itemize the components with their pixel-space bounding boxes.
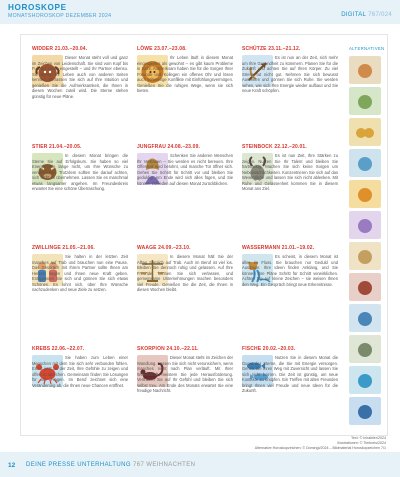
sign-text: Dieser Monat steht im Zeichen der Wandlung. Lassen Sie sich nicht verunsichern, wenn manches nicht nach Plan verläuft. Mit Ihrer Willenskraft meistern Sie jede Herausforderung. Vertrauen Sie auf Ihr Gefühl und bleiben Sie sich selbst treu. Am Ende des Monats erwartet Sie eine freudige Nachricht. [137, 355, 233, 394]
sign-title: FISCHE 20.02.–20.03. [242, 346, 296, 352]
image-credits [186, 436, 386, 451]
alt-pisces-icon [349, 397, 381, 425]
footer-code: 767 WEIHNACHTEN [132, 462, 196, 468]
page-number: 12 [8, 462, 16, 469]
sign-text: In diesem Monat hält Sie der Alltag ziemlich auf Trab. Auch im Beruf ist viel los. Bleiben Sie dennoch ruhig und gelassen. Auf Ihre Freunde können Sie sich verlassen, und gemeinsame Unternehmungen machen besonders viel Freude. Genießen Sie die Zeit, die Ihnen in diesen Wochen bleibt. [137, 254, 233, 293]
sign-taurus [32, 144, 128, 236]
sign-title: KREBS 22.06.–22.07. [32, 346, 85, 352]
page-title: HOROSKOPE [8, 3, 67, 12]
credit-line: Text: © Inhabiler/2024 [350, 436, 386, 440]
sign-text: Sie halten in der letzten Zeit manches auf Trab und brauchen nun eine Pause. Das Gespräch mit Ihrem Partner sollte Ihnen am Herzen liegen und Ihnen neue Kraft geben. Entspannen Sie sich und gönnen Sie sich etwas Schönes. Es lohnt sich, über Ihre Wünsche nachzudenken und neue Ziele zu setzen. [32, 254, 128, 293]
alternatives-label: ALTERNATIVEN [349, 46, 385, 51]
sign-pisces [242, 346, 338, 431]
sign-scorpio [137, 346, 233, 431]
sign-text: Es scheint, in diesem Monat ist alles im Fluss. Sie brauchen nur Geduld und Ausdauer. Ihre Ideen finden Anklang, und Sie können Ihre Pläne Schritt für Schritt verwirklichen. Achten Sie auf kleine Zeichen – sie weisen Ihnen den Weg. Ein Gespräch bringt neue Erkenntnisse. [242, 254, 338, 287]
header-right-label [341, 12, 392, 18]
sign-text: In diesem Monat bringen die Sterne Sie auf Erfolgskurs. Sie haben so viel Energie wie lange nicht, um Ihre Wünsche zu verwirklichen. Trotzdem sollten Sie darauf achten, sich nicht zu übernehmen. Lassen Sie es manchmal etwas langsamer angehen. Im Freundeskreis erwartet Sie eine schöne Überraschung. [32, 153, 128, 192]
sign-capricorn [242, 144, 338, 236]
alt-cancer-icon [349, 149, 381, 177]
sign-text: Ihr Leben läuft in diesem Monat eingespielter als gewohnt – es gibt kaum Probleme in Sicht. Aufmerksam haben Sie für die Sorgen Ihrer Freunde und Kollegen ein offenes Ohr und lösen auch schwierige Konflikte mit Einfühlungsvermögen. Genießen Sie die ruhigen Wege, wenn sie sich bieten. [137, 55, 233, 94]
sign-text: Nutzen Sie in diesem Monat die Gunst der Sterne, die Sie mit Energie versorgen. Gehen Sie Ihren Weg mit Zuversicht und lassen Sie sich nicht beirren. Die Zeit ist günstig, um neue Kontakte zu knüpfen. Ein Treffen mit alten Freunden bringt Ihnen viel Freude und neue Ideen für die Zukunft. [242, 355, 338, 394]
sign-text: Dieser Monat steht voll und ganz im Zeichen von Leidenschaft. Sie sind vom Kopf bis Fuß auf Liebe eingestellt – und Ihr Partner ebenso. Sie lernen Ihr Leben auch von anderen Seiten kennen. Verlassen Sie sich auf Ihre Intuition und genießen Sie die Aufmerksamkeit, die Ihnen in diesen Wochen zuteil wird. Die Sterne stehen günstig für neue Pläne. [32, 55, 128, 99]
sign-gemini [32, 245, 128, 337]
sign-text: Es ist nun an der Zeit, sich mehr um Ihre Gesundheit zu kümmern. Planen Sie für die Zukunft und achten Sie auf Ihren Körper. Zu viel Stress tut nicht gut. Nehmen Sie sich bewusst Auszeiten und gönnen Sie sich Ruhe. Sie werden sehen, wie sich Ihre Energie wieder aufbaut und Sie neue Kraft schöpfen. [242, 55, 338, 94]
alt-scorpio-icon [349, 273, 381, 301]
sign-title: STEINBOCK 22.12.–20.01. [242, 144, 307, 150]
sign-leo [137, 46, 233, 136]
sign-text: Es ist nun Zeit, Ihre Stärken zu zeigen. Nutzen Sie Ihr Talent und bleiben Sie hartnäckig. Machen Sie sich keine Sorgen um Nebensächlichkeiten. Konzentrieren Sie sich auf das Wesentliche und lassen Sie sich nicht ablenken. Mit Ruhe und Gelassenheit kommen Sie in diesem Monat ans Ziel. [242, 153, 338, 192]
sign-title: WAAGE 24.09.–23.10. [137, 245, 191, 251]
alt-libra-icon [349, 242, 381, 270]
alt-taurus-icon [349, 87, 381, 115]
sign-aquarius [242, 245, 338, 337]
sign-virgo [137, 144, 233, 236]
sign-text: Sie haben zum Leben einer Menschen mit dem Sie sich sehr verbunden fühlen. Es ist jetzt an der Zeit, Ihre Gefühle zu zeigen und offen zu sprechen. Gemeinsam finden Sie Lösungen für alle Fragen. Im Beruf zeichnet sich eine Veränderung ab, die Ihnen neue Chancen eröffnet. [32, 355, 128, 388]
sign-title: SCHÜTZE 23.11.–21.12. [242, 46, 301, 52]
alt-capricorn-icon [349, 335, 381, 363]
alt-aries-icon [349, 56, 381, 84]
sign-libra [137, 245, 233, 337]
horoscope-page [20, 34, 388, 436]
credit-line: Alternative Horoskopzeichen: © DomingI/2024 – Bildmaterial Horoskopzeichen 7/1 [254, 446, 386, 450]
alt-virgo-icon [349, 211, 381, 239]
sign-title: SKORPION 24.10.–22.11. [137, 346, 199, 352]
footer-publication: DEINE PRESSE UNTERHALTUNG [26, 462, 131, 468]
credit-line: Illustrationen: © Tierkreis/2024 [337, 441, 386, 445]
sign-aries [32, 46, 128, 136]
sign-title: STIER 21.04.–20.05. [32, 144, 82, 150]
page-subtitle: MONATSHOROSKOP DEZEMBER 2024 [8, 13, 112, 19]
alt-leo-icon [349, 180, 381, 208]
header-code: 767/024 [368, 12, 392, 18]
sign-title: WIDDER 21.03.–20.04. [32, 46, 88, 52]
sign-cancer [32, 346, 128, 431]
sign-title: LÖWE 23.07.–23.08. [137, 46, 187, 52]
alt-gemini-icon [349, 118, 381, 146]
alt-sagittarius-icon [349, 304, 381, 332]
sign-title: JUNGFRAU 24.08.–23.09. [137, 144, 201, 150]
sign-text: Schenken Sie anderen Menschen Ihr Vertrauen – Sie werden es nicht bereuen. Ihre Offenheit wird belohnt, und manche Tür öffnet sich. Gehen Sie Schritt für Schritt vor und bleiben Sie geduldig. Am Ende wird sich alles fügen, und Sie können zufrieden auf diesen Monat zurückblicken. [137, 153, 233, 186]
footer-text [26, 462, 195, 468]
sign-title: ZWILLINGE 21.05.–21.06. [32, 245, 95, 251]
sign-sagittarius [242, 46, 338, 136]
sign-title: WASSERMANN 21.01.–19.02. [242, 245, 315, 251]
alt-aquarius-icon [349, 366, 381, 394]
digital-label: DIGITAL [341, 12, 367, 18]
